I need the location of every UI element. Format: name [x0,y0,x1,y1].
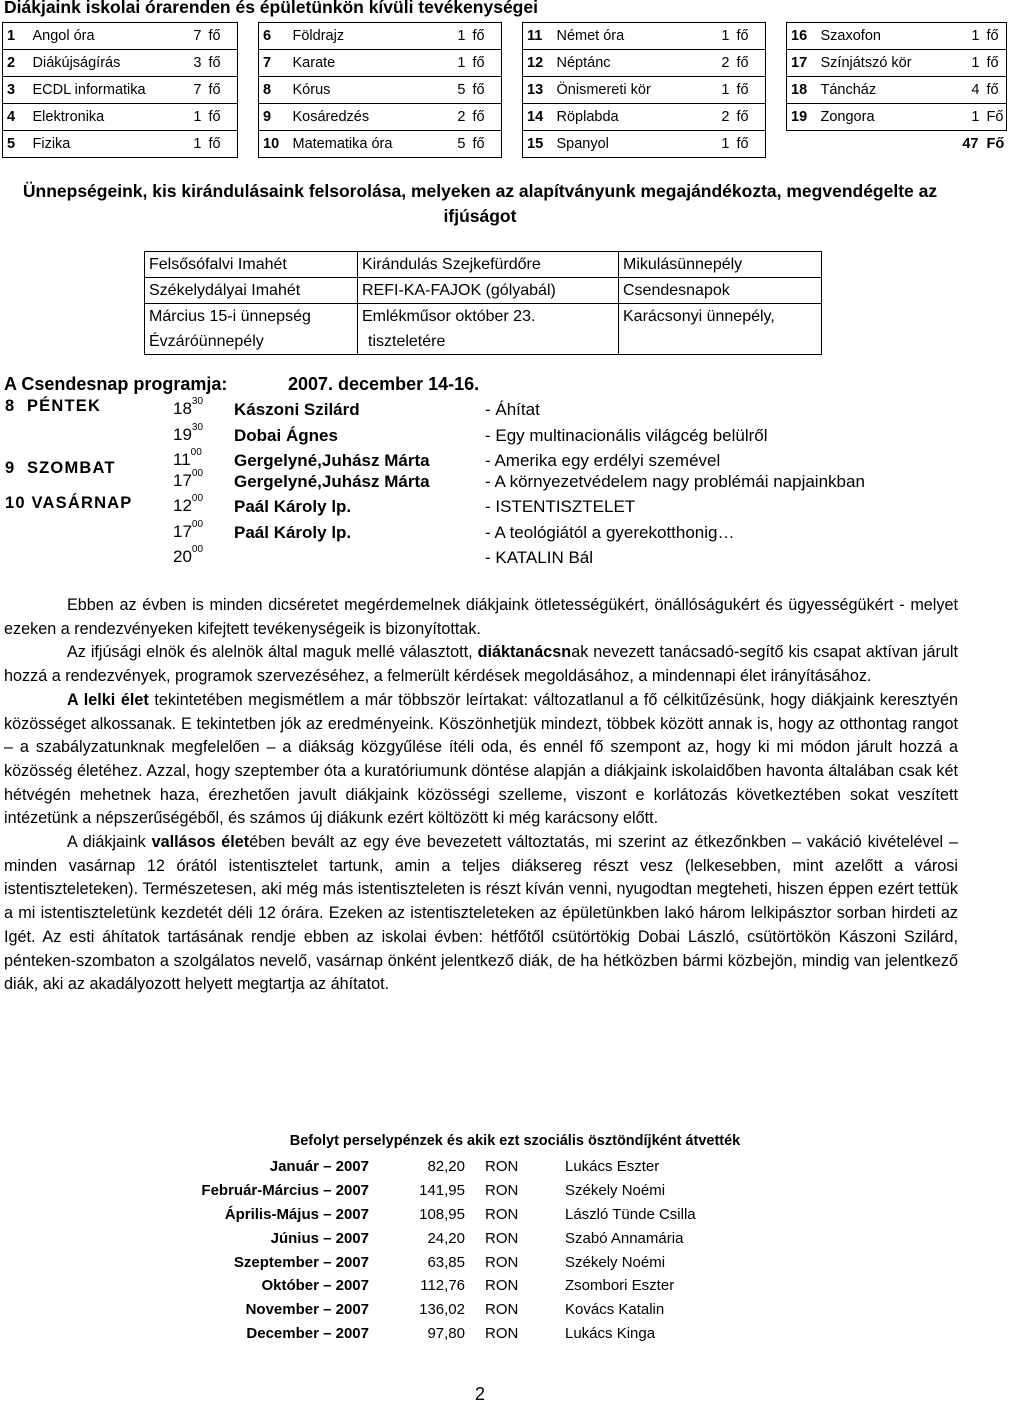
scholarship-currency: RON [485,1205,519,1223]
activity-unit: fő [205,131,238,158]
activity-row [3,23,1007,50]
diaktanacs-emphasis: diáktanácsn [477,643,572,662]
paragraph-4: A diákjaink vallásos életében bevált az egy éve bevezetett változtatás, mi szerint az étkezőnkben – vakáció kivételével – minden vasárnap 12 órától istentisztelet tartunk, amin a teljes diáksereg részt vesz (lelkesebben, mint azelőtt a városi istentiszteleteken). Természetesen, aki még más istentiszteleten is részt kíván venni, nyugodtan megteheti, hiszen éppen ezért tettük a mi istentiszteletünk kezdetét déli 12 órára. Ezeken az istentiszteleteken az épületünkben lakó három lelkipásztor sorban hirdeti az Igét. Az esti áhítatok tartásának rendje ebben az iskolai évben: hétfőtől csütörtökig Dobai László, csütörtökön Kászoni Szilárd, pénteken-szombaton a szolgálatos nevelő, vasárnap önként jelentkező diák, de ha hétközben bármi közbejön, mindig van jelentkező diák, aki az akadályozott helyett megtartja az áhítatot. [4,833,958,994]
program-topic: - A környezetvédelem nagy problémái napjainkban [485,472,865,491]
activity-count: 1 [703,77,733,104]
activity-count: 1 [953,23,983,50]
program-speaker: Paál Károly lp. [234,497,352,516]
scholarship-amount: 136,02 [419,1301,465,1319]
activity-count: 2 [439,104,469,131]
activity-unit: fő [983,23,1007,50]
program-speaker: Gergelyné,Juhász Márta [234,472,430,491]
program-day: 10 VASÁRNAP [5,494,133,512]
activity-number: 7 [259,50,289,77]
activity-name: Táncház [817,77,953,104]
event-cell: Március 15-i ünnepség [145,304,358,330]
event-cell: tiszteletére [358,329,619,355]
activity-count: 1 [175,104,205,131]
empty-cell [787,131,953,158]
activity-count: 7 [175,77,205,104]
activities-table [2,22,1007,158]
scholarship-amount: 108,95 [419,1205,465,1223]
activity-name: Kórus [289,77,439,104]
program-time: $11^{00}$ [173,447,202,469]
program-time: $17^{00}$ [173,468,204,490]
activity-unit: fő [469,23,502,50]
activity-count: 1 [439,23,469,50]
activity-name: Szaxofon [817,23,953,50]
page-title: Diákjaink iskolai órarenden és épületünkön kívüli tevékenységei [4,0,538,17]
activity-unit: fő [733,131,766,158]
body-text [4,594,958,997]
activity-unit: fő [469,50,502,77]
activity-number: 8 [259,77,289,104]
activity-row [3,50,1007,77]
activity-name: Röplabda [553,104,703,131]
activity-unit: fő [469,77,502,104]
event-cell: Csendesnapok [619,278,822,304]
event-cell: Mikulásünnepély [619,252,822,278]
event-cell: Emlékműsor október 23. [358,304,619,330]
scholarship-recipient: Kovács Katalin [565,1301,665,1319]
scholarship-currency: RON [485,1301,519,1319]
program-speaker: Kászoni Szilárd [234,400,360,419]
event-cell: Évzáróünnepély [145,329,358,355]
activity-number: 16 [787,23,817,50]
scholarship-table [160,1155,765,1345]
activity-name: Önismereti kör [553,77,703,104]
program-heading [4,374,480,395]
scholarship-recipient: Székely Noémi [565,1182,666,1200]
activity-number: 5 [3,131,29,158]
activity-unit: fő [733,50,766,77]
activity-number: 13 [523,77,553,104]
page-number: 2 [474,1384,485,1404]
activity-number: 18 [787,77,817,104]
activity-count: 3 [175,50,205,77]
event-row [145,304,822,330]
column-gap [238,77,259,104]
column-gap [766,104,787,131]
scholarship-recipient: Lukács Kinga [565,1324,656,1342]
scholarship-row [160,1155,765,1179]
paragraph-1: Ebben az évben is minden dicséretet megérdemelnek diákjaink ötletességükért, önállóságukért és ügyességükért - melyet ezeken a rendezvényeken kifejtett tevékenységeik is bizonyítottak. [4,596,958,638]
activity-count: 1 [703,131,733,158]
activity-name: Kosáredzés [289,104,439,131]
program-date: 2007. december 14-16. [288,374,480,394]
activity-number: 9 [259,104,289,131]
scholarship-row [160,1203,765,1227]
activity-row [3,131,1007,158]
scholarship-row [160,1274,765,1298]
activity-count: 1 [703,23,733,50]
activity-number: 4 [3,104,29,131]
scholarship-amount: 82,20 [427,1158,465,1176]
scholarship-amount: 112,76 [420,1277,465,1295]
event-cell: Kirándulás Szejkefürdőre [358,252,619,278]
scholarship-row [160,1179,765,1203]
program-time: $19^{30}$ [173,422,204,444]
scholarship-month: Június – 2007 [270,1229,369,1247]
activity-name: Néptánc [553,50,703,77]
column-gap [766,23,787,50]
activity-number: 2 [3,50,29,77]
scholarship-recipient: Zsombori Eszter [565,1277,675,1295]
event-row [145,278,822,304]
scholarship-recipient: Székely Noémi [565,1253,666,1271]
events-heading: Ünnepségeink, kis kirándulásaink felsorolása, melyeken az alapítványunk megajándékozta, megvendégelte az ifjúságot [22,181,938,226]
event-cell: Karácsonyi ünnepély, [619,304,822,330]
activity-number: 17 [787,50,817,77]
event-cell [619,329,822,355]
column-gap [502,50,523,77]
program-topic: - ISTENTISZTELET [485,497,636,516]
activity-name: Színjátszó kör [817,50,953,77]
column-gap [766,50,787,77]
scholarship-month: Október – 2007 [261,1277,369,1295]
program-time: $20^{00}$ [173,544,204,566]
activity-count: 2 [703,50,733,77]
total-count: 47 [962,136,979,153]
scholarship-currency: RON [485,1324,519,1342]
activity-name: Karate [289,50,439,77]
program-topic: - Áhítat [485,400,540,419]
activity-name: Német óra [553,23,703,50]
scholarship-amount: 24,20 [427,1229,465,1247]
scholarship-title: Befolyt perselypénzek és akik ezt szociális ösztöndíjként átvették [289,1133,741,1149]
activity-row [3,77,1007,104]
program-speaker: Dobai Ágnes [234,426,338,445]
program-heading-label: A Csendesnap programja: [4,374,228,394]
program-time: $12^{00}$ [173,493,204,515]
activity-number: 19 [787,104,817,131]
activity-number: 6 [259,23,289,50]
program-day: 8 PÉNTEK [5,397,102,415]
scholarship-currency: RON [485,1158,519,1176]
activity-name: Diákújságírás [29,50,175,77]
activity-unit: fő [983,77,1007,104]
column-gap [766,131,787,158]
scholarship-row [160,1226,765,1250]
activity-count: 2 [703,104,733,131]
activity-unit: fő [205,104,238,131]
program-topic: - Egy multinacionális világcég belülről [485,426,768,445]
activity-number: 3 [3,77,29,104]
activity-count: 4 [953,77,983,104]
lelki-elet-emphasis: A lelki élet [67,690,149,709]
program-topic: - Amerika egy erdélyi szemével [485,451,721,470]
scholarship-currency: RON [485,1253,519,1271]
activity-number: 12 [523,50,553,77]
activity-number: 11 [523,23,553,50]
scholarship-amount: 63,85 [427,1253,465,1271]
activity-count: 1 [953,104,983,131]
column-gap [502,77,523,104]
column-gap [238,131,259,158]
activity-count: 7 [175,23,205,50]
activity-unit: fő [983,50,1007,77]
column-gap [502,131,523,158]
scholarship-row [160,1298,765,1322]
activity-unit: fő [469,131,502,158]
scholarship-amount: 141,95 [419,1182,465,1200]
activity-count: 5 [439,131,469,158]
scholarship-amount: 97,80 [427,1324,465,1342]
program-day: 9 SZOMBAT [5,459,116,477]
activity-name: Földrajz [289,23,439,50]
scholarship-currency: RON [485,1277,519,1295]
program-speaker: Paál Károly lp. [234,523,352,542]
activity-name: Matematika óra [289,131,439,158]
column-gap [502,23,523,50]
program-time: $18^{30}$ [173,396,204,418]
scholarship-month: Február-Március – 2007 [201,1182,369,1200]
event-cell: Felsősófalvi Imahét [145,252,358,278]
activity-unit: fő [733,77,766,104]
scholarship-currency: RON [485,1229,519,1247]
scholarship-recipient: Lukács Eszter [565,1158,660,1176]
scholarship-month: Szeptember – 2007 [233,1253,369,1271]
paragraph-2: Az ifjúsági elnök és alelnök által maguk mellé választott, diáktanácsnak nevezett tanácsadó-segítő kis csapat aktívan járult hozzá a rendezvények, programok szervezéséhez, a felmerült kérdések megoldásához, a mindennapi élet irányításához. [4,643,959,686]
scholarship-currency: RON [485,1182,519,1200]
activity-unit: fő [733,104,766,131]
activity-unit: fő [469,104,502,131]
paragraph-3: A lelki élet tekintetében megismétlem a már többször leírtakat: változatlanul a fő célkitűzésünk, hogy diákjaink keresztyén közösséget alkossanak. E tekintetben jók az eredményeink. Köszönhetjük mindezt, többek között annak is, hogy az otthontag rangot – a szabályzatunknak megfelelően – a diákság közgyűlése ítéli oda, és ennél fő szempont az, hogy ki mi módon járult hozzá a közösség életéhez. Azzal, hogy szeptember óta a kuratóriumunk döntése alapján a diákjaink iskolaidőben havonta általában csak két hétvégén mehetnek haza, érezhetően javult diákjaink közösségi szelleme, viszont e korlátozás következtében sokat veszített intézetünk a népszerűségéből, és számos új diákunk ezért költözött ki még karácsony előtt. [4,690,958,828]
activity-number: 15 [523,131,553,158]
event-cell: Székelydályai Imahét [145,278,358,304]
activity-name: ECDL informatika [29,77,175,104]
event-row [145,329,822,355]
scholarship-row [160,1322,765,1346]
activity-count: 1 [175,131,205,158]
column-gap [502,104,523,131]
scholarship-month: November – 2007 [245,1301,369,1319]
activity-number: 14 [523,104,553,131]
column-gap [766,77,787,104]
activity-count: 1 [953,50,983,77]
total-unit: Fő [986,136,1005,153]
activity-name: Elektronika [29,104,175,131]
activity-count: 5 [439,77,469,104]
program-speaker: Gergelyné,Juhász Márta [234,451,430,470]
scholarship-recipient: Szabó Annamária [565,1229,684,1247]
activity-number: 1 [3,23,29,50]
events-table [144,251,822,355]
vallasos-elet-emphasis: vallásos élet [151,833,250,852]
column-gap [238,23,259,50]
activity-number: 10 [259,131,289,158]
event-row [145,252,822,278]
column-gap [238,50,259,77]
activity-row [3,104,1007,131]
program-time: $17^{00}$ [173,519,204,541]
activity-unit: fő [205,77,238,104]
scholarship-recipient: László Tünde Csilla [565,1205,696,1223]
event-cell: REFI-KA-FAJOK (gólyabál) [358,278,619,304]
activity-name: Zongora [817,104,953,131]
program-topic: - A teológiától a gyerekotthonig… [485,523,735,542]
activity-name: Spanyol [553,131,703,158]
column-gap [238,104,259,131]
activity-unit: fő [733,23,766,50]
program-topic: - KATALIN Bál [485,548,594,567]
scholarship-month: Április-Május – 2007 [224,1205,369,1223]
activity-unit: fő [205,23,238,50]
activity-unit: Fő [983,104,1007,131]
scholarship-month: December – 2007 [246,1324,369,1342]
activity-count: 1 [439,50,469,77]
activity-unit: fő [205,50,238,77]
activity-name: Angol óra [29,23,175,50]
activity-name: Fizika [29,131,175,158]
scholarship-row [160,1250,765,1274]
scholarship-month: Január – 2007 [269,1158,369,1176]
